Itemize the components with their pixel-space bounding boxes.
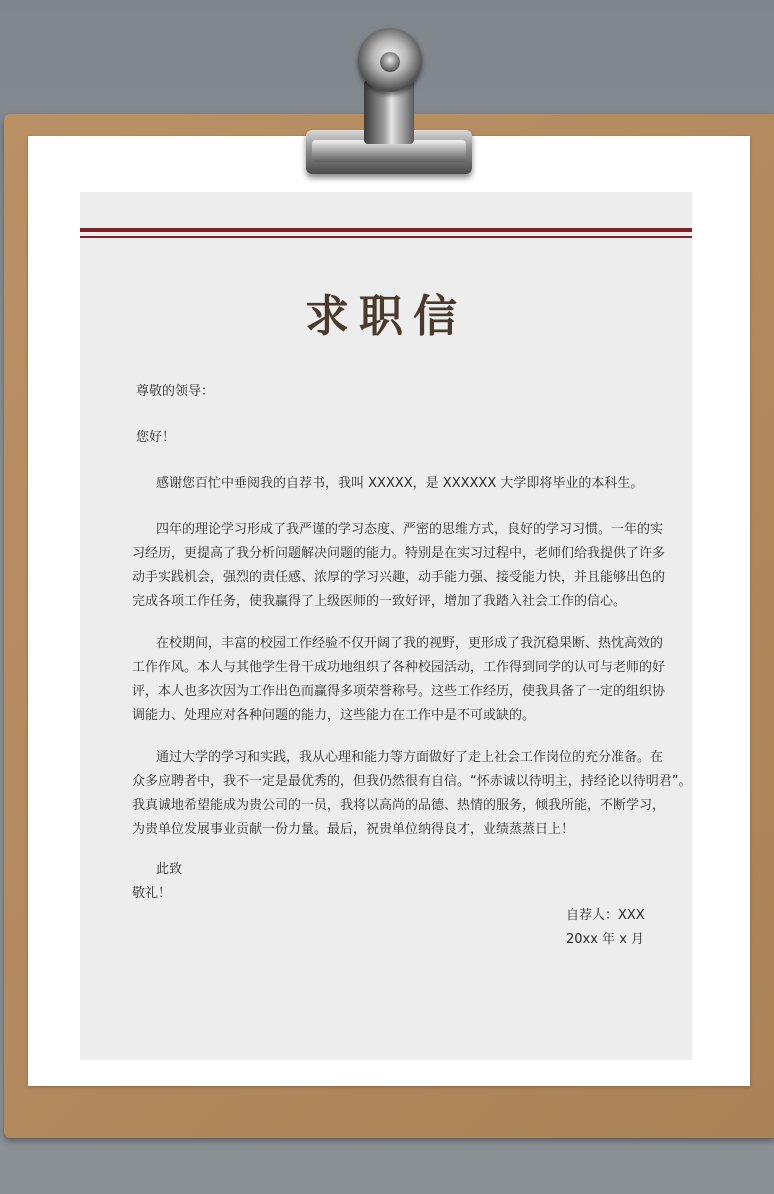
paragraph-line: 众多应聘者中，我不一定是最优秀的，但我仍然很有自信。“怀赤诚以待明主，持经论以待明君”。: [132, 774, 692, 789]
salutation: 尊敬的领导：: [136, 384, 215, 399]
paragraph-line: 通过大学的学习和实践，我从心理和能力等方面做好了走上社会工作岗位的充分准备。在: [156, 750, 664, 765]
paragraph-line: 动手实践机会，强烈的责任感、浓厚的学习兴趣，动手能力强、接受能力快，并且能够出色的: [132, 570, 666, 585]
paragraph-1: [132, 472, 652, 496]
letter-date: 20xx 年 x 月: [566, 932, 645, 947]
closing-line-2: 敬礼！: [132, 886, 172, 901]
letter-page: [80, 192, 692, 1060]
paragraph-line: 完成各项工作任务，使我赢得了上级医师的一致好评，增加了我踏入社会工作的信心。: [132, 594, 627, 609]
paragraph-line: 为贵单位发展事业贡献一份力量。最后，祝贵单位纳得良才，业绩蒸蒸日上！: [132, 822, 575, 837]
paragraph-line: 调能力、处理应对各种问题的能力，这些能力在工作中是不可或缺的。: [132, 708, 536, 723]
paragraph-line: 工作作风。本人与其他学生骨干成功地组织了各种校园活动，工作得到同学的认可与老师的好: [132, 660, 666, 675]
header-rule-thin: [80, 236, 692, 238]
paragraph-line: 在校期间，丰富的校园工作经验不仅开阔了我的视野，更形成了我沉稳果断、热忱高效的: [156, 636, 664, 651]
paragraph-3: [132, 632, 666, 728]
clip-hole: [380, 52, 400, 72]
paragraph-line: 感谢您百忙中垂阅我的自荐书，我叫 XXXXX，是 XXXXXX 大学即将毕业的本科生。: [156, 476, 644, 491]
header-rule-thick: [80, 228, 692, 232]
letter-title: 求职信: [305, 291, 467, 342]
paragraph-line: 习经历，更提高了我分析问题解决问题的能力。特别是在实习过程中，老师们给我提供了许多: [132, 546, 666, 561]
paragraph-2: [132, 518, 666, 614]
closing-line-1: 此致: [156, 862, 183, 877]
signer: 自荐人：XXX: [566, 908, 645, 923]
paragraph-4: [132, 746, 692, 842]
paragraph-line: 四年的理论学习形成了我严谨的学习态度、严密的思维方式，良好的学习习惯。一年的实: [156, 522, 664, 537]
greeting: 您好！: [136, 430, 176, 445]
paragraph-line: 我真诚地希望能成为贵公司的一员，我将以高尚的品德、热情的服务，倾我所能，不断学习，: [132, 798, 666, 813]
paragraph-line: 评，本人也多次因为工作出色而赢得多项荣誉称号。这些工作经历，使我具备了一定的组织协: [132, 684, 666, 699]
